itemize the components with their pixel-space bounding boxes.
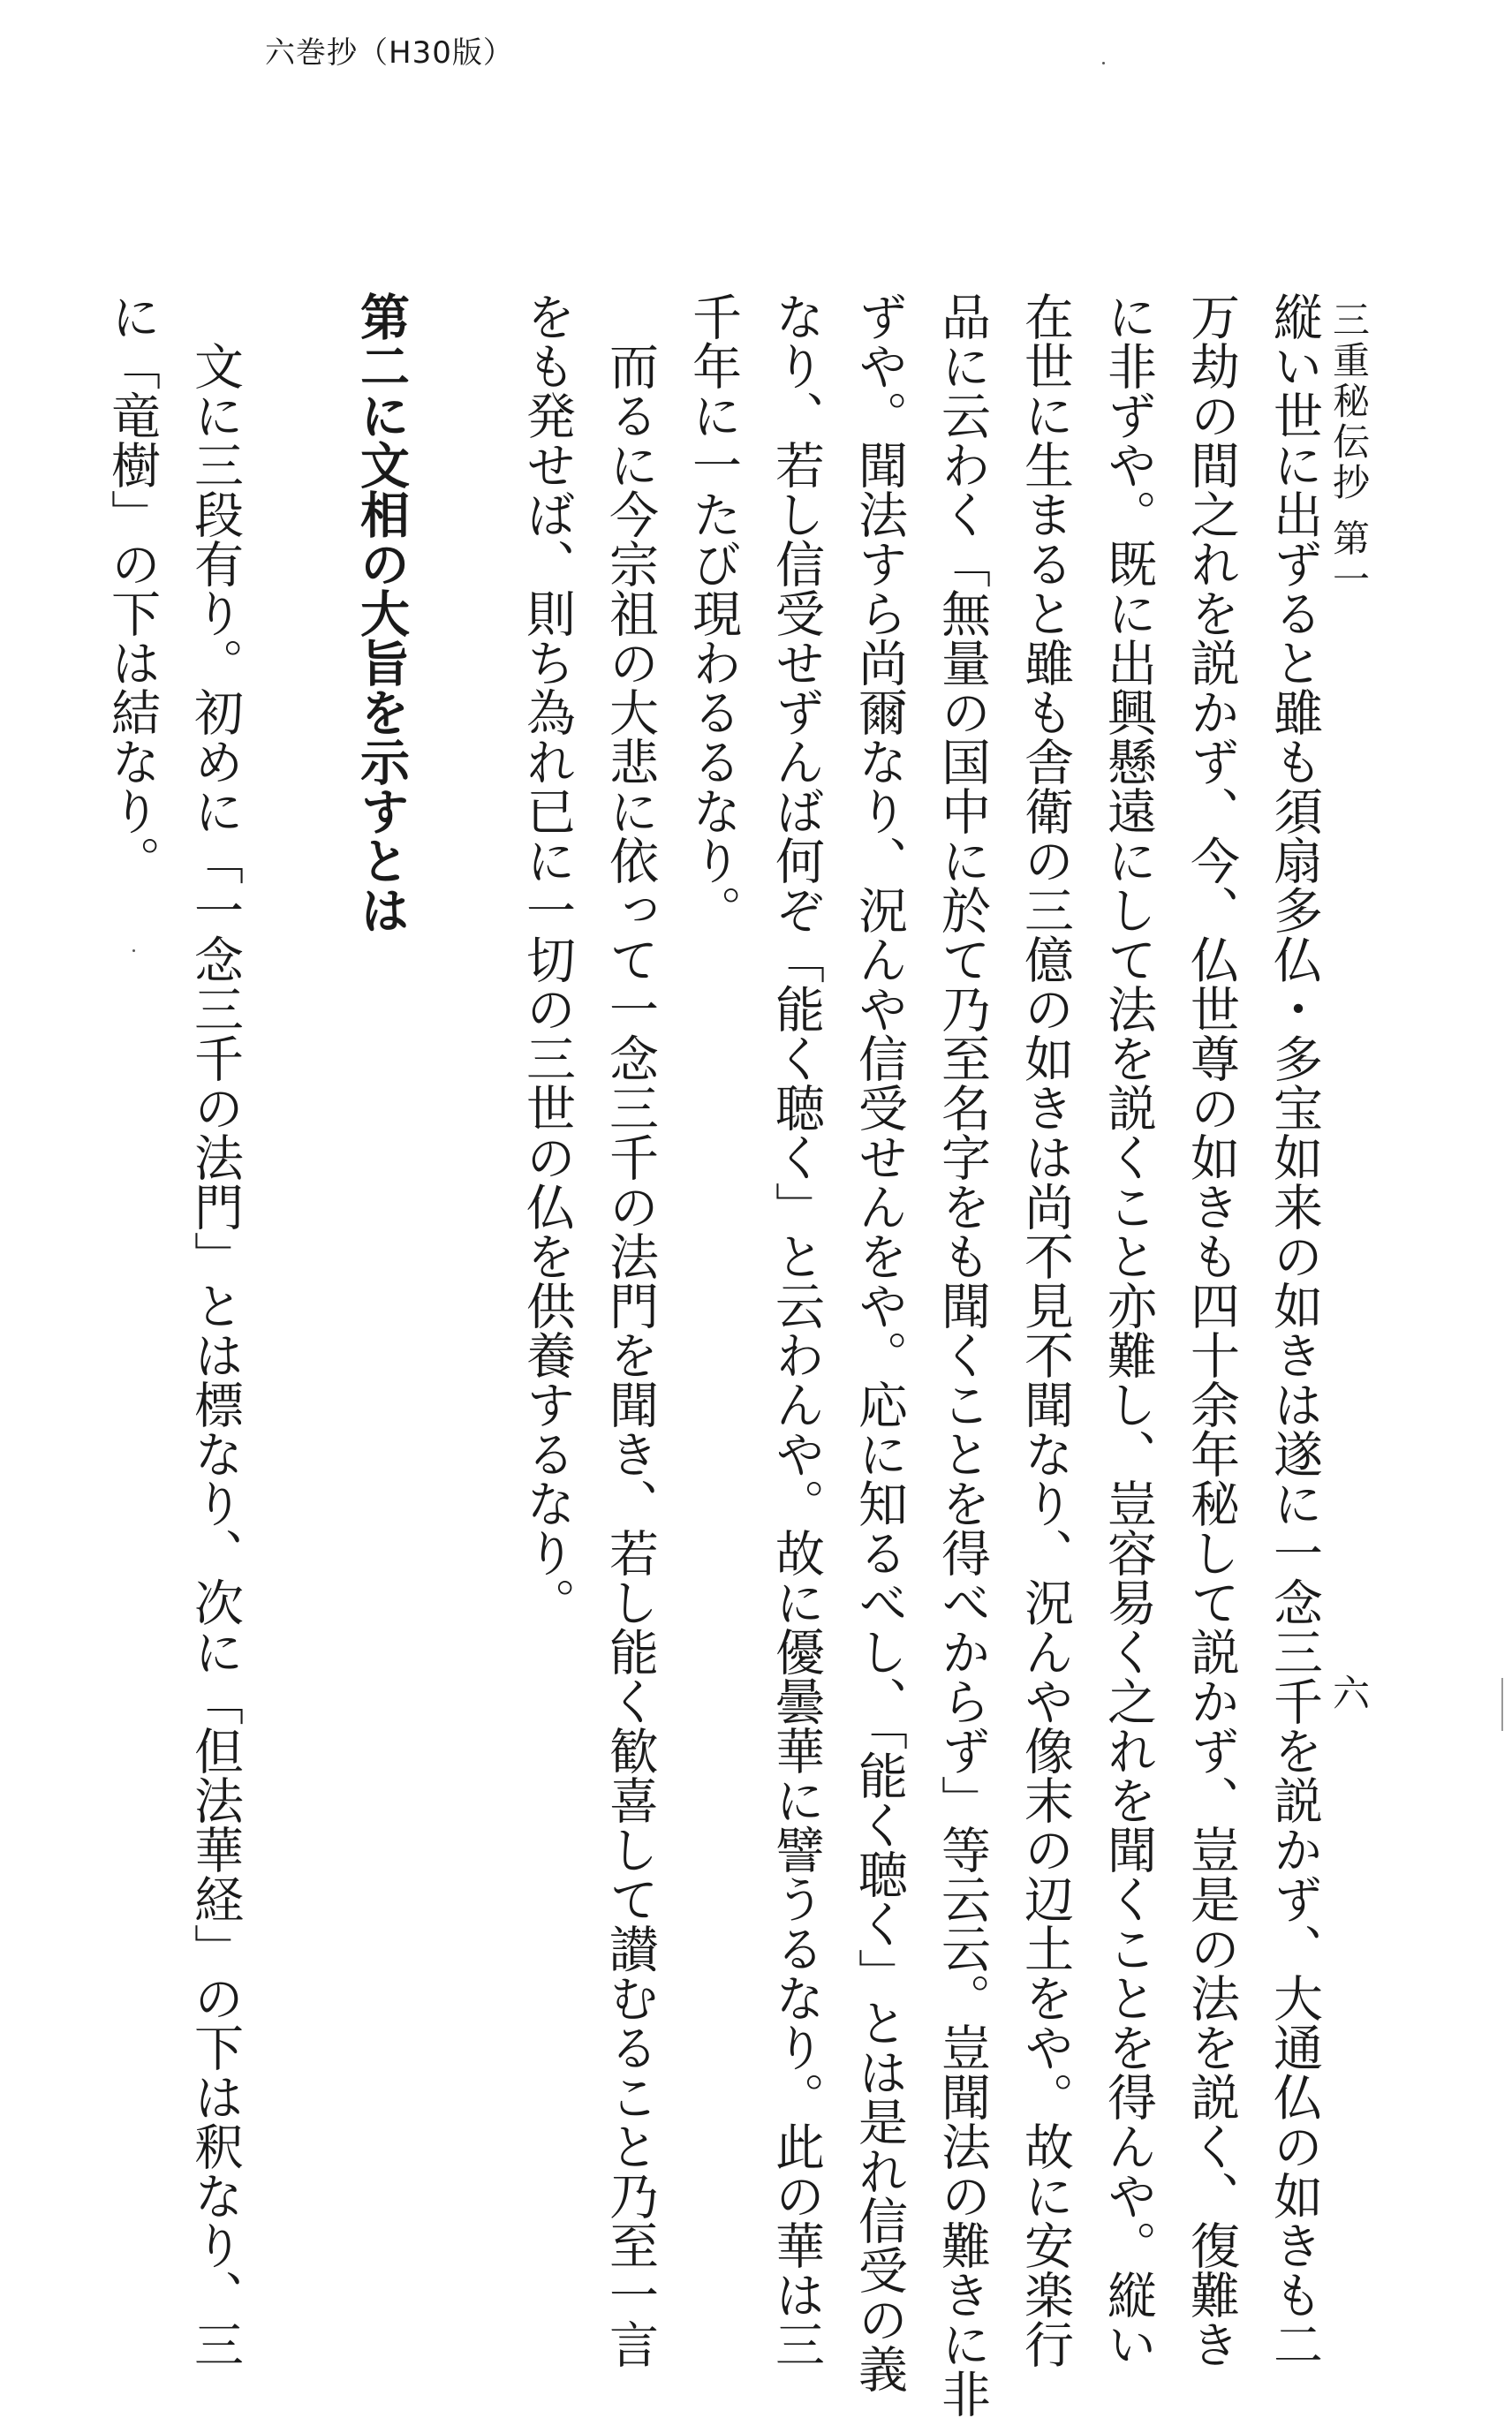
scan-speck (132, 949, 135, 952)
text-column: 文に三段有り。初めに「一念三千の法門」とは標なり、次に「但法華経」の下は釈なり、三 (186, 291, 244, 2369)
text-column: なり、若し信受せずんば何ぞ「能く聴く」と云わんや。故に優曇華に譬うるなり。此の華は三 (767, 291, 825, 2369)
section-heading: 第二に文相の大旨を示すとは (352, 291, 410, 934)
text-column: 縦い世に出ずると雖も須扇多仏・多宝如来の如きは遂に一念三千を説かず、大通仏の如きも二 (1266, 291, 1323, 2369)
book-label: 六巻抄（H30版） (265, 35, 514, 71)
text-column: 千年に一たび現わるるなり。 (684, 291, 742, 934)
text-column: 在世に生まると雖も舎衛の三億の如きは尚不見不聞なり、況んや像末の辺土をや。故に安楽行 (1017, 291, 1074, 2369)
page-number: 六 (1327, 1674, 1371, 1711)
body-text (103, 291, 1335, 2418)
scan-speck (1102, 62, 1105, 64)
running-head: 三重秘伝抄 第一 (1327, 300, 1371, 601)
text-column: 品に云わく「無量の国中に於て乃至名字をも聞くことを得べからず」等云云。豈聞法の難きに非 (934, 291, 991, 2418)
text-column: に非ずや。既に出興懸遠にして法を説くこと亦難し、豈容易く之れを聞くことを得んや。縦い (1100, 291, 1157, 2369)
scan-speck (1501, 1678, 1503, 1731)
text-column: 万劫の間之れを説かず、今、仏世尊の如きも四十余年秘して説かず、豈是の法を説く、復難き (1183, 291, 1240, 2369)
text-column: をも発せば、則ち為れ已に一切の三世の仏を供養するなり。 (518, 291, 576, 1627)
text-column: ずや。聞法すら尚爾なり、況んや信受せんをや。応に知るべし、「能く聴く」とは是れ信受の義 (850, 291, 908, 2393)
text-column: 而るに今宗祖の大悲に依って一念三千の法門を聞き、若し能く歓喜して讃むること乃至一言 (601, 291, 659, 2369)
text-column: に「竜樹」の下は結なり。 (103, 291, 161, 885)
